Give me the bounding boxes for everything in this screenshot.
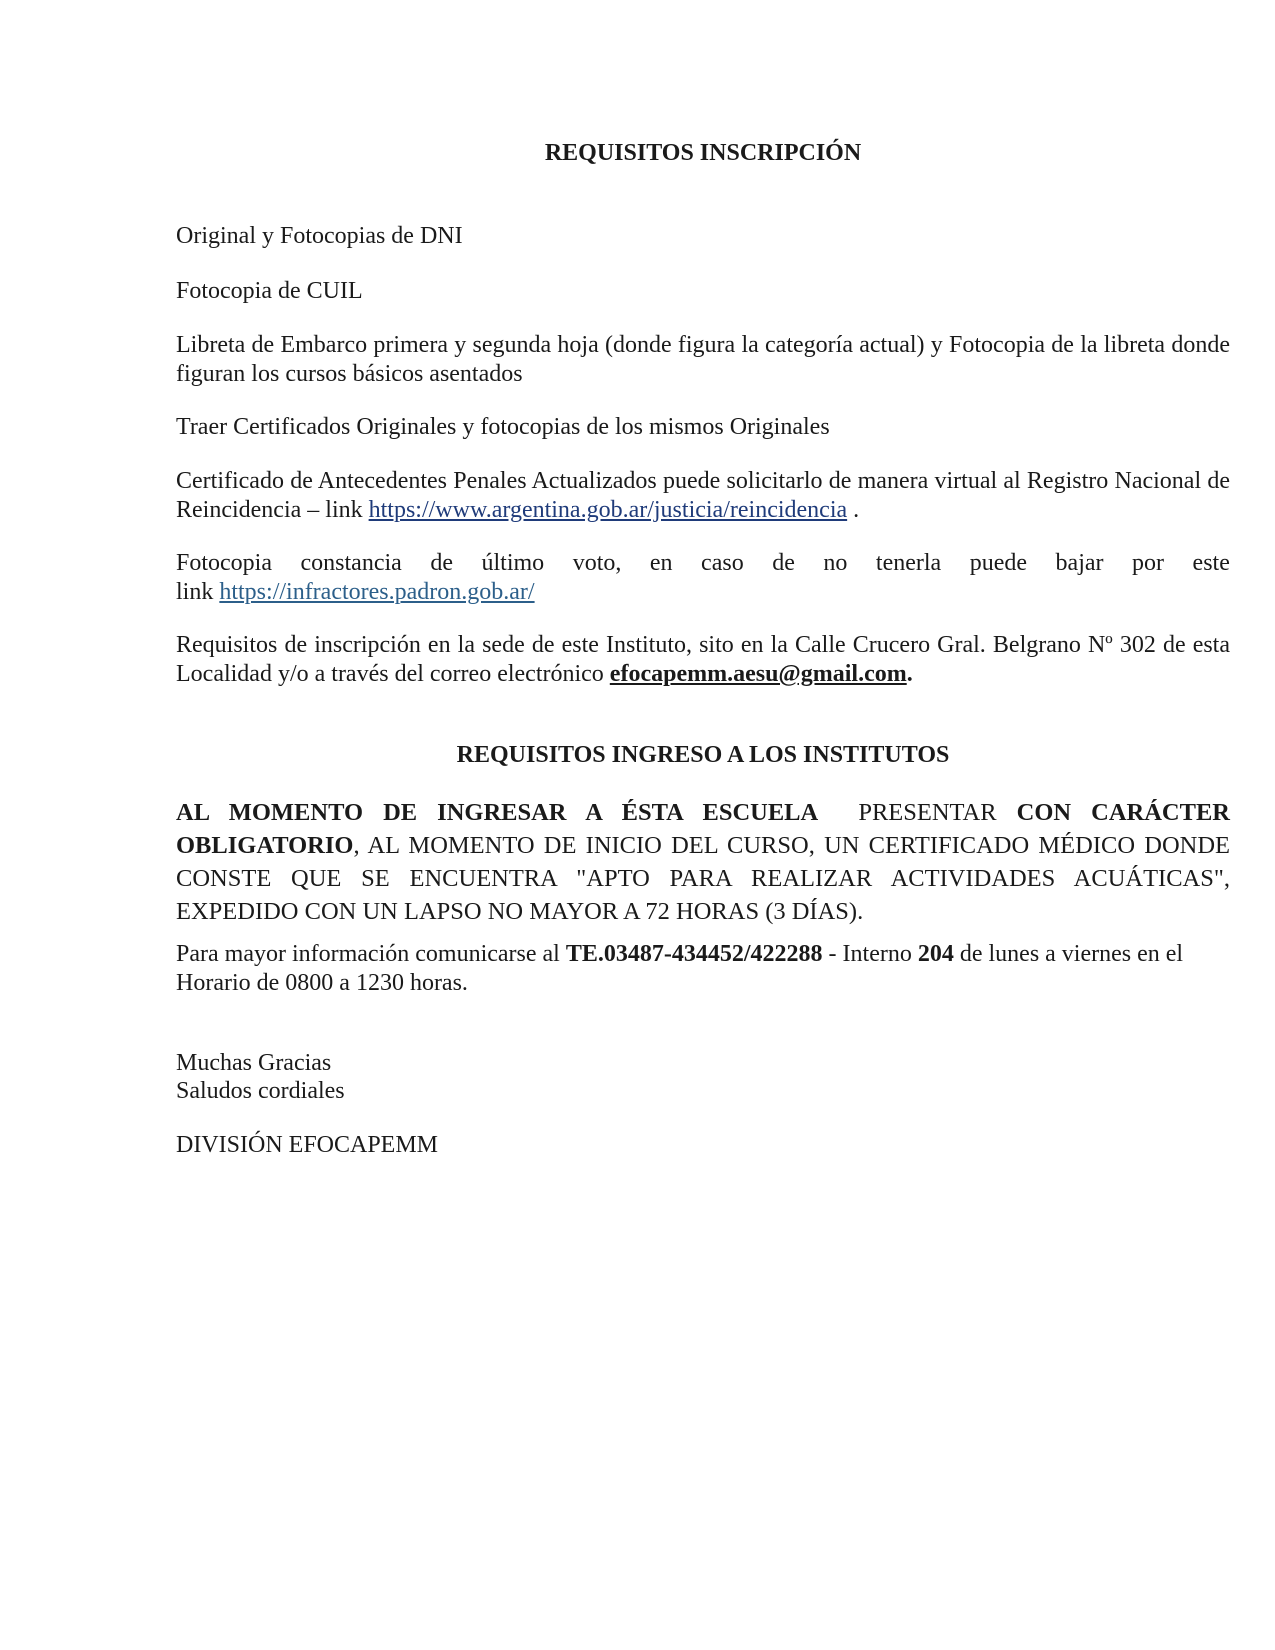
antecedentes-end: . [847,497,860,523]
ingreso-normal-1: PRESENTAR [818,799,1017,826]
voto-word: no [823,550,848,576]
antecedentes-text: Certificado de Antecedentes Penales Actualizados puede solicitarlo de manera virtual al Registro Nacional de Reincidencia – link [176,468,1230,523]
title-requisitos-inscripcion: REQUISITOS INSCRIPCIÓN [544,140,862,166]
closing-thanks: Muchas Gracias [176,1050,332,1076]
sede-text: Requisitos de inscripción en la sede de este Instituto, sito en la Calle Crucero Gral. Belgrano Nº 302 de esta Localidad y/o a través del correo electrónico [176,632,1230,687]
ingreso-paragraph [176,796,1230,928]
item-cuil: Fotocopia de CUIL [176,278,363,304]
voto-word: en [649,550,673,576]
voto-first-line [176,549,1230,578]
ingreso-bold-1: AL MOMENTO DE INGRESAR A ÉSTA ESCUELA [176,799,819,826]
item-dni: Original y Fotocopias de DNI [176,223,463,249]
interno-number: 204 [917,941,954,967]
phone-number: TE.03487-434452/422288 [565,941,823,967]
item-certificados: Traer Certificados Originales y fotocopias de los mismos Originales [176,414,830,440]
ingreso-bold-2: CON CARÁCTER OBLIGATORIO [176,799,1230,859]
voto-word: caso [701,550,744,576]
voto-word: de [772,550,795,576]
voto-prefix: link [176,579,220,605]
voto-word: tenerla [875,550,942,576]
voto-word: Fotocopia [176,550,272,576]
title-requisitos-ingreso: REQUISITOS INGRESO A LOS INSTITUTOS [456,742,950,768]
email-address[interactable]: efocapemm.aesu@gmail.com [609,661,907,687]
voto-second-line [176,578,1230,607]
ingreso-normal-2: , AL MOMENTO DE INICIO DEL CURSO, UN CERTIFICADO MÉDICO DONDE CONSTE QUE SE ENCUENTRA "APTO PARA REALIZAR ACTIVIDADES ACUÁTICAS", EXPEDIDO CON UN LAPSO NO MAYOR A 72 HORAS (3 DÍAS). [176,832,1230,925]
closing-regards: Saludos cordiales [176,1078,345,1104]
item-sede-instituto [176,631,1230,689]
padron-link[interactable]: https://infractores.padron.gob.ar/ [219,579,535,605]
voto-word: constancia [300,550,402,576]
voto-word: bajar [1055,550,1104,576]
voto-word: voto, [572,550,622,576]
item-constancia-voto [176,549,1230,607]
info-suffix: de lunes a viernes en el Horario de 0800 a 1230 horas. [176,941,1184,996]
item-libreta-embarco: Libreta de Embarco primera y segunda hoja (donde figura la categoría actual) y Fotocopia de la libreta donde figuran los cursos básicos asentados [176,332,1230,387]
voto-word: este [1192,550,1230,576]
voto-word: último [481,550,545,576]
closing-division: DIVISIÓN EFOCAPEMM [176,1132,439,1158]
voto-word: de [430,550,453,576]
info-prefix: Para mayor información comunicarse al [176,941,566,967]
info-contacto [176,940,1230,998]
item-antecedentes-penales [176,467,1230,525]
voto-word: puede [969,550,1028,576]
info-middle: - Interno [822,941,918,967]
voto-word: por [1132,550,1165,576]
sede-end: . [906,661,913,687]
reincidencia-link[interactable]: https://www.argentina.gob.ar/justicia/reincidencia [368,497,848,523]
